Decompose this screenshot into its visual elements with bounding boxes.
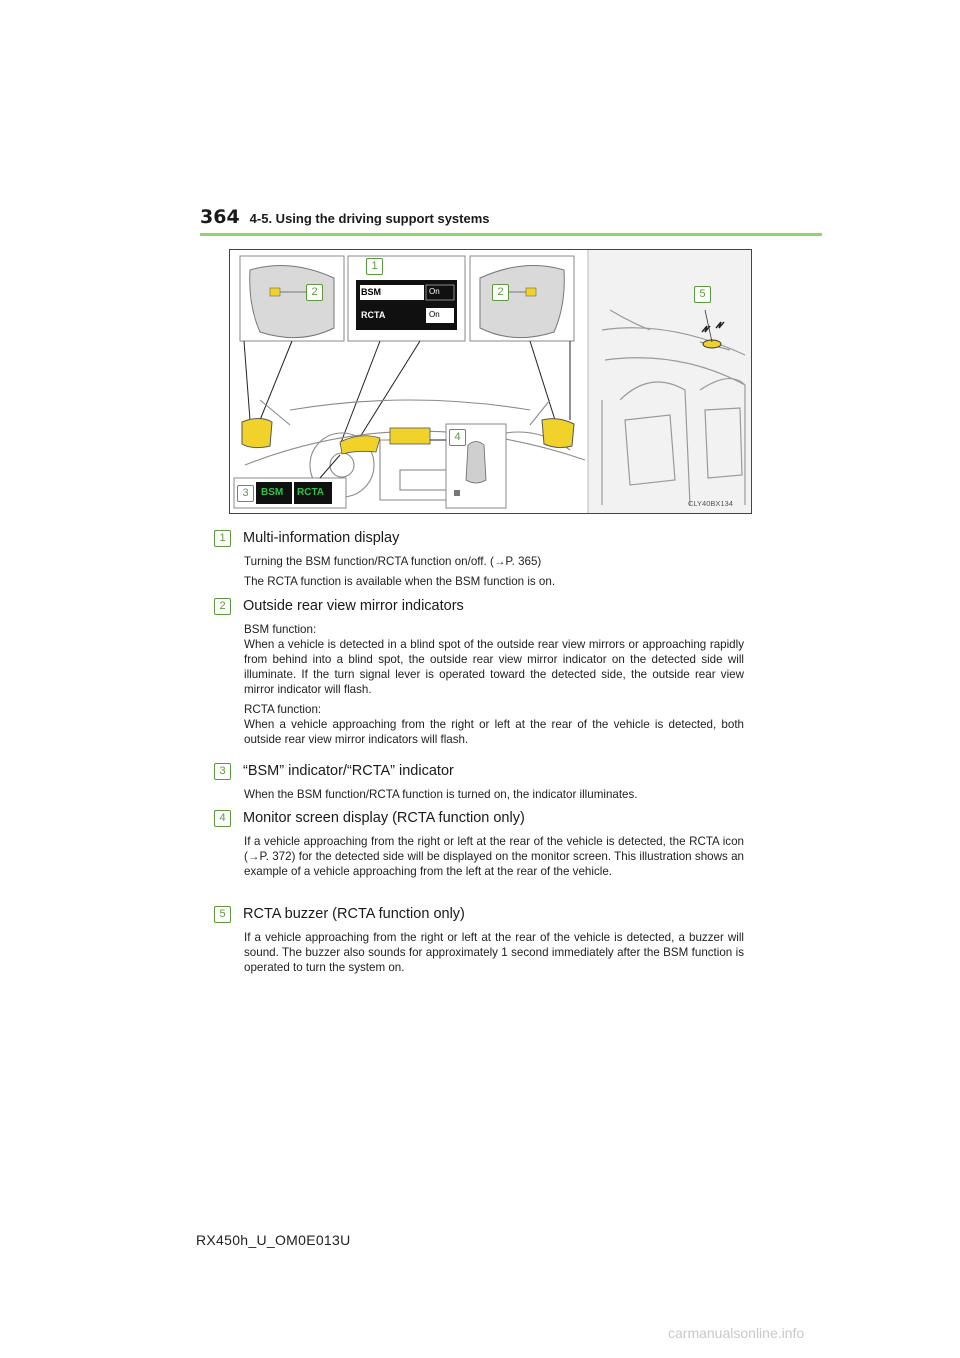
item-paragraph: Turning the BSM function/RCTA function on/off. (→P. 365) xyxy=(244,555,542,568)
item-paragraph: When the BSM function/RCTA function is turned on, the indicator illuminates. xyxy=(244,788,638,801)
header-rule xyxy=(200,233,822,236)
watermark: carmanualsonline.info xyxy=(668,1325,805,1341)
list-item-2 xyxy=(214,595,744,747)
left-mirror-highlight xyxy=(242,419,272,448)
item-paragraph: BSM function: When a vehicle is detected in a blind spot of the outside rear view mirrors or approaching rapidly from behind into a blind spot, the outside rear view mirror indicator on the detected side will illuminate. If the turn signal lever is operated toward the detected side, the outside rear view mirror indicator will flash. xyxy=(244,623,744,696)
item-number-badge: 4 xyxy=(214,810,231,827)
figure-callout-2-left: 2 xyxy=(306,284,323,301)
item-title: Monitor screen display (RCTA function only) xyxy=(243,810,525,826)
display-row-value-rcta: On xyxy=(429,310,440,319)
figure-callout-5: 5 xyxy=(694,286,711,303)
item-paragraph: RCTA function: When a vehicle approaching from the right or left at the rear of the vehicle is detected, both outside rear view mirror indicators will flash. xyxy=(244,703,744,746)
item-paragraph: If a vehicle approaching from the right or left at the rear of the vehicle is detected, a buzzer will sound. The buzzer also sounds for approximately 1 second immediately after the BSM function is operated to turn the system on. xyxy=(244,931,744,974)
item-number-badge: 3 xyxy=(214,763,231,780)
model-code-footer: RX450h_U_OM0E013U xyxy=(196,1232,351,1248)
item-number-badge: 5 xyxy=(214,906,231,923)
rcta-indicator-label: RCTA xyxy=(297,487,325,498)
mirror-indicator-icon xyxy=(270,288,280,296)
display-row-value-bsm: On xyxy=(429,287,440,296)
right-mirror-highlight xyxy=(542,419,574,448)
display-row-label-bsm: BSM xyxy=(361,287,381,297)
list-item-4 xyxy=(214,807,744,879)
item-title: Multi-information display xyxy=(243,530,400,546)
multi-info-display-highlight xyxy=(340,436,380,454)
item-paragraph: The RCTA function is available when the BSM function is on. xyxy=(244,575,556,588)
figure-callout-3: 3 xyxy=(237,485,254,502)
item-number-badge: 2 xyxy=(214,598,231,615)
list-item-1 xyxy=(214,527,744,589)
figure-callout-2-right: 2 xyxy=(492,284,509,301)
monitor-inset xyxy=(430,424,506,508)
list-item-3 xyxy=(214,760,744,802)
item-title: Outside rear view mirror indicators xyxy=(243,598,464,614)
left-mirror-inset xyxy=(240,256,344,341)
right-mirror-inset xyxy=(470,256,574,341)
bsm-rcta-illustration xyxy=(229,249,752,514)
item-title: RCTA buzzer (RCTA function only) xyxy=(243,906,465,922)
bsm-indicator-label: BSM xyxy=(261,487,284,498)
item-title: “BSM” indicator/“RCTA” indicator xyxy=(243,763,454,779)
item-paragraph: If a vehicle approaching from the right or left at the rear of the vehicle is detected, the RCTA icon (→P. 372) for the detected side will be displayed on the monitor screen. This illustration shows an example of a vehicle approaching from the left at the rear of the vehicle. xyxy=(244,835,744,878)
page-number: 364 xyxy=(200,206,240,228)
figure-callout-4: 4 xyxy=(449,429,466,446)
center-monitor-highlight xyxy=(390,428,430,444)
section-title: 4-5. Using the driving support systems xyxy=(249,211,490,226)
figure-callout-1: 1 xyxy=(366,258,383,275)
list-item-5 xyxy=(214,903,744,975)
display-row-label-rcta: RCTA xyxy=(361,310,386,320)
page-header xyxy=(200,206,490,232)
image-code: CLY40BX134 xyxy=(688,499,733,508)
item-number-badge: 1 xyxy=(214,530,231,547)
